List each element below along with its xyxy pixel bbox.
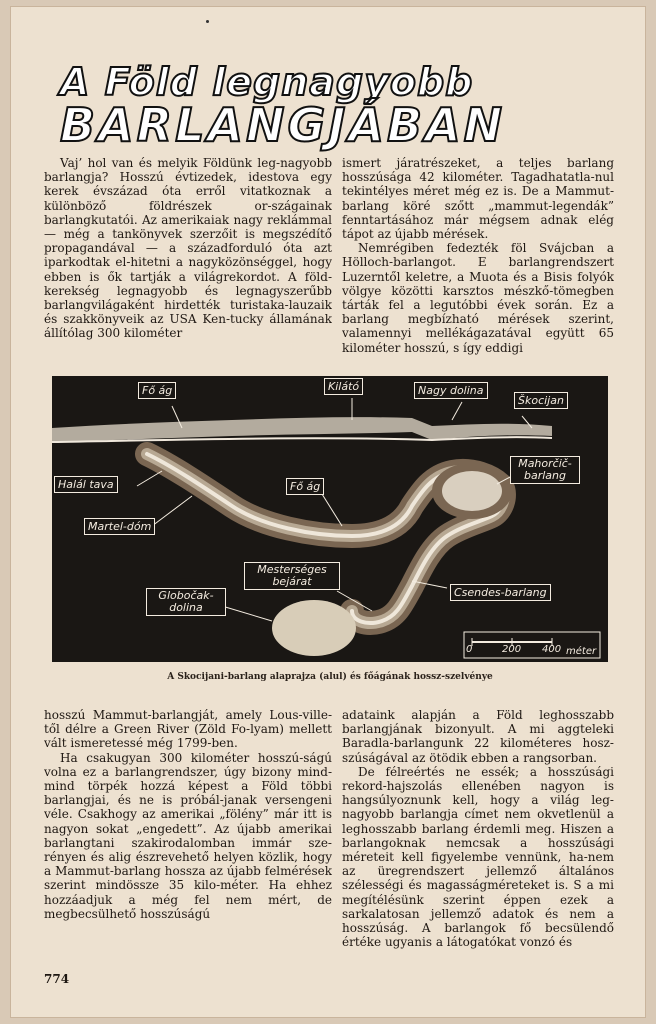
article-paragraph: hosszú Mammut-barlangját, amely Lous-ville-től délre a Green River (Zöld Fo-lyam) mellett vált ismeretessé még 1799-ben.: [44, 708, 332, 751]
article-paragraph: adataink alapján a Föld leghosszabb barlangjának bizonyult. A mi aggteleki Baradla-barlangunk 22 kilométeres hosz-szúságával az ötödik ebben a rangsorban.: [342, 708, 614, 765]
page-number: 774: [44, 972, 70, 986]
cave-map-figure: [52, 376, 608, 662]
scale-unit: méter: [566, 646, 597, 657]
article-paragraph: Nemrégiben fedezték föl Svájcban a Hölloch-barlangot. E barlangrendszert Luzerntől keletre, a Muota és a Bisis folyók völgye közötti karsztos mészkő-tömegben tárták fel a legutóbbi évek során. Ez a barlang megbízható mérések szerint, valamennyi mellékágazatával együtt 65 kilométer hosszú, s így eddigi: [342, 241, 614, 355]
map-label-mahorcic-barlang: Mahorčič-barlang: [510, 456, 580, 484]
article-paragraph: Ha csakugyan 300 kilométer hosszú-ságú volna ez a barlangrendszer, úgy bizony mind-mind törpék hozzá képest a Föld többi barlangjai, és ne is próbál-janak versengeni véle. Csakhogy az amerikai „fölény” már itt is nagyon sokat „engedett”. Az újabb amerikai barlangtani szakirodalomban immár sze-rényen és alig észrevehető helyen közlik, hogy a Mammut-barlang hossza az újabb felmérések szerint mindössze 35 kilo-méter. Ha ehhez hozzáadjuk a még fel nem mért, de megbecsülhető hosszúságú: [44, 750, 332, 921]
map-label-kilato: Kilátó: [324, 378, 363, 395]
article-paragraph: ismert járatrészeket, a teljes barlang hosszúsága 42 kilométer. Tagadhatatla-nul tekintélyes méret még ez is. De a Mammut-barlang köré szőtt „mammut-legendák” fenntartásához már mégsem adnak elég tápot az újabb mérések.: [342, 156, 614, 242]
article-column-bottom-left: [44, 708, 332, 1004]
map-label-martel-dom: Martel-dóm: [84, 518, 155, 535]
print-speck: [206, 20, 209, 23]
article-column-top-left: [44, 156, 332, 372]
map-label-fo-ag-mid: Fő ág: [286, 478, 324, 495]
article-title-line1: A Föld legnagyobb: [60, 60, 474, 104]
figure-caption: A Skocijani-barlang alaprajza (alul) és főágának hossz-szelvénye: [167, 672, 493, 682]
article-title-line2: BARLANGJÁBAN: [60, 98, 506, 152]
map-label-fo-ag-top: Fő ág: [138, 382, 176, 399]
article-paragraph: Vaj’ hol van és melyik Földünk leg-nagyobb barlangja? Hosszú évtizedek, idestova egy kerek évszázad óta erről vitatkoznak a különböző földrészek or-szágainak barlangkutatói. Az amerikaiak nagy reklámmal — még a tankönyvek szerzőit is megszédítő propagandával — a századforduló óta azt iparkodtak el-hitetni a nagyközönséggel, hogy ebben is ők tartják a világrekordot. A föld-kerekség legnagyobb és legnagyszerűbb barlangvilágaként hirdették turistaka-lauzaik és szakkönyveik az USA Ken-tucky államának állítólag 300 kilométer: [44, 156, 332, 341]
scale-tick-400: 400: [542, 644, 562, 655]
article-column-top-right: [342, 156, 614, 372]
scale-tick-0: 0: [466, 644, 473, 655]
article-column-bottom-right: [342, 708, 614, 1004]
article-paragraph: De félreértés ne essék; a hosszúsági rekord-hajszolás ellenében nagyon is hangsúlyoznunk kell, hogy a világ leg-nagyobb barlangja címet nem okvetlenül a leghosszabb barlang érdemli meg. Hiszen a barlangoknak nemcsak a hosszúsági méreteit kell figyelembe vennünk, ha-nem az üregrendszert jellemző általános szélességi és magasságméreteket is. S a mi megítélésünk szerint éppen ezek a sarkalatosan jellemző adatok és nem a hosszúság. A barlangok fő becsülendő értéke ugyanis a látogatókat vonzó és: [342, 764, 614, 950]
map-label-csendes-barlang: Csendes-barlang: [450, 584, 551, 601]
map-label-skocijan: Škocijan: [514, 392, 568, 409]
map-label-nagy-dolina: Nagy dolina: [414, 382, 488, 399]
scale-tick-200: 200: [502, 644, 522, 655]
map-label-mesterseges-bejarat: Mesterséges bejárat: [244, 562, 340, 590]
map-label-halal-tava: Halál tava: [54, 476, 118, 493]
map-label-globocak-dolina: Globočak-dolina: [146, 588, 226, 616]
